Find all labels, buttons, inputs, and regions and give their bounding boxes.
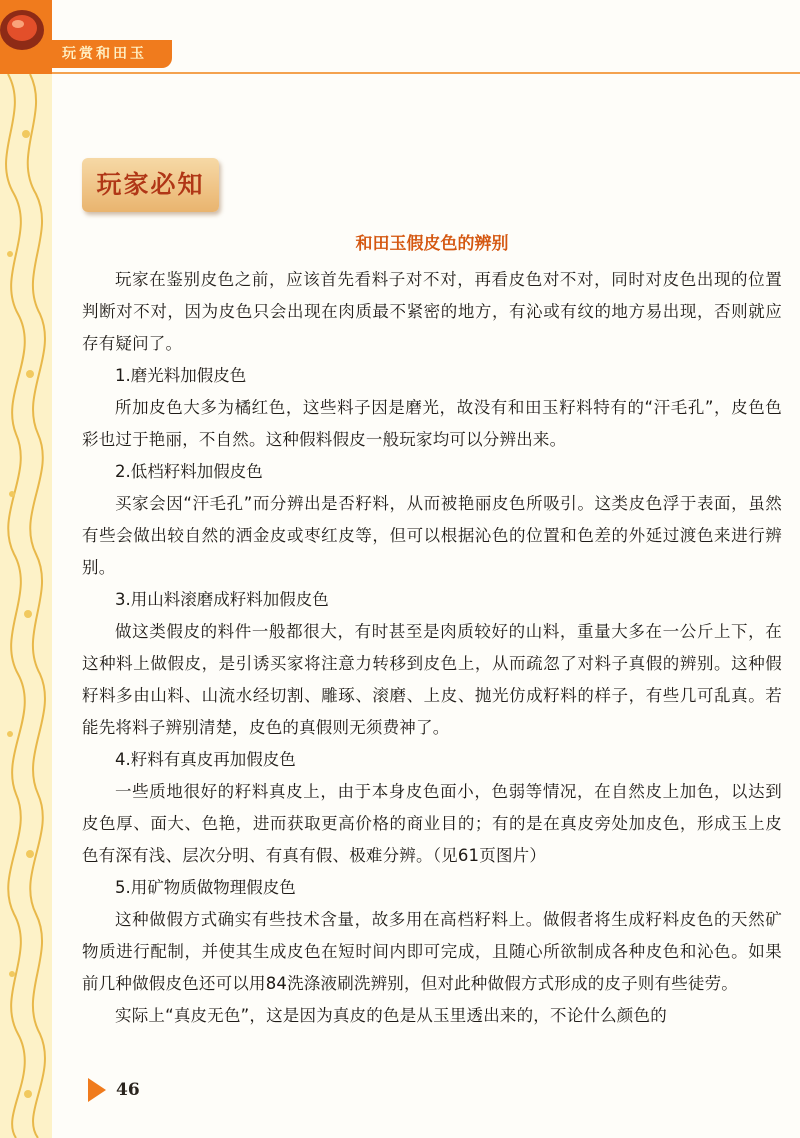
wave-pattern-icon — [0, 74, 52, 1138]
header-divider — [52, 72, 800, 74]
section-body-2: 买家会因“汗毛孔”而分辨出是否籽料，从而被艳丽皮色所吸引。这类皮色浮于表面，虽然有些会做出较自然的洒金皮或枣红皮等，但可以根据沁色的位置和色差的外延过渡色来进行辨别。 — [82, 494, 782, 577]
section-heading-3: 3.用山料滚磨成籽料加假皮色 — [115, 590, 329, 609]
page-header — [0, 0, 800, 74]
jade-ornament-icon — [0, 0, 48, 58]
page-arrow-icon — [88, 1078, 106, 1102]
section-badge — [82, 158, 219, 212]
closing-paragraph: 实际上“真皮无色”，这是因为真皮的色是从玉里透出来的，不论什么颜色的 — [115, 1006, 667, 1025]
section-title: 玩赏和田玉 — [62, 46, 147, 62]
intro-paragraph: 玩家在鉴别皮色之前，应该首先看料子对不对，再看皮色对不对，同时对皮色出现的位置判断对不对，因为皮色只会出现在肉质最不紧密的地方，有沁或有纹的地方易出现，否则就应存有疑问了。 — [82, 270, 782, 353]
decorative-border — [0, 74, 52, 1138]
article-title: 和田玉假皮色的辨别 — [355, 234, 509, 254]
section-heading-2: 2.低档籽料加假皮色 — [115, 462, 263, 481]
section-body-4: 一些质地很好的籽料真皮上，由于本身皮色面小，色弱等情况，在自然皮上加色，以达到皮色厚、面大、色艳，进而获取更高价格的商业目的；有的是在真皮旁处加皮色，形成玉上皮色有深有浅、层次分明、有真有假、极难分辨。（见61页图片） — [82, 782, 782, 865]
badge-label: 玩家必知 — [96, 170, 205, 199]
page-number: 46 — [116, 1080, 140, 1100]
section-heading-4: 4.籽料有真皮再加假皮色 — [115, 750, 296, 769]
section-heading-5: 5.用矿物质做物理假皮色 — [115, 878, 296, 897]
section-heading-1: 1.磨光料加假皮色 — [115, 366, 247, 385]
section-body-1: 所加皮色大多为橘红色，这些料子因是磨光，故没有和田玉籽料特有的“汗毛孔”，皮色色彩也过于艳丽，不自然。这种假料假皮一般玩家均可以分辨出来。 — [82, 398, 782, 449]
article — [82, 228, 782, 1032]
section-body-5: 这种做假方式确实有些技术含量，故多用在高档籽料上。做假者将生成籽料皮色的天然矿物质进行配制，并使其生成皮色在短时间内即可完成，且随心所欲制成各种皮色和沁色。如果前几种做假皮色还可以用84洗涤液刷洗辨别，但对此种做假方式形成的皮子则有些徒劳。 — [82, 910, 782, 993]
section-body-3: 做这类假皮的料件一般都很大，有时甚至是肉质较好的山料，重量大多在一公斤上下，在这种料上做假皮，是引诱买家将注意力转移到皮色上，从而疏忽了对料子真假的辨别。这种假籽料多由山料、山流水经切割、雕琢、滚磨、上皮、抛光仿成籽料的样子，有些几可乱真。若能先将料子辨别清楚，皮色的真假则无须费神了。 — [82, 622, 782, 737]
